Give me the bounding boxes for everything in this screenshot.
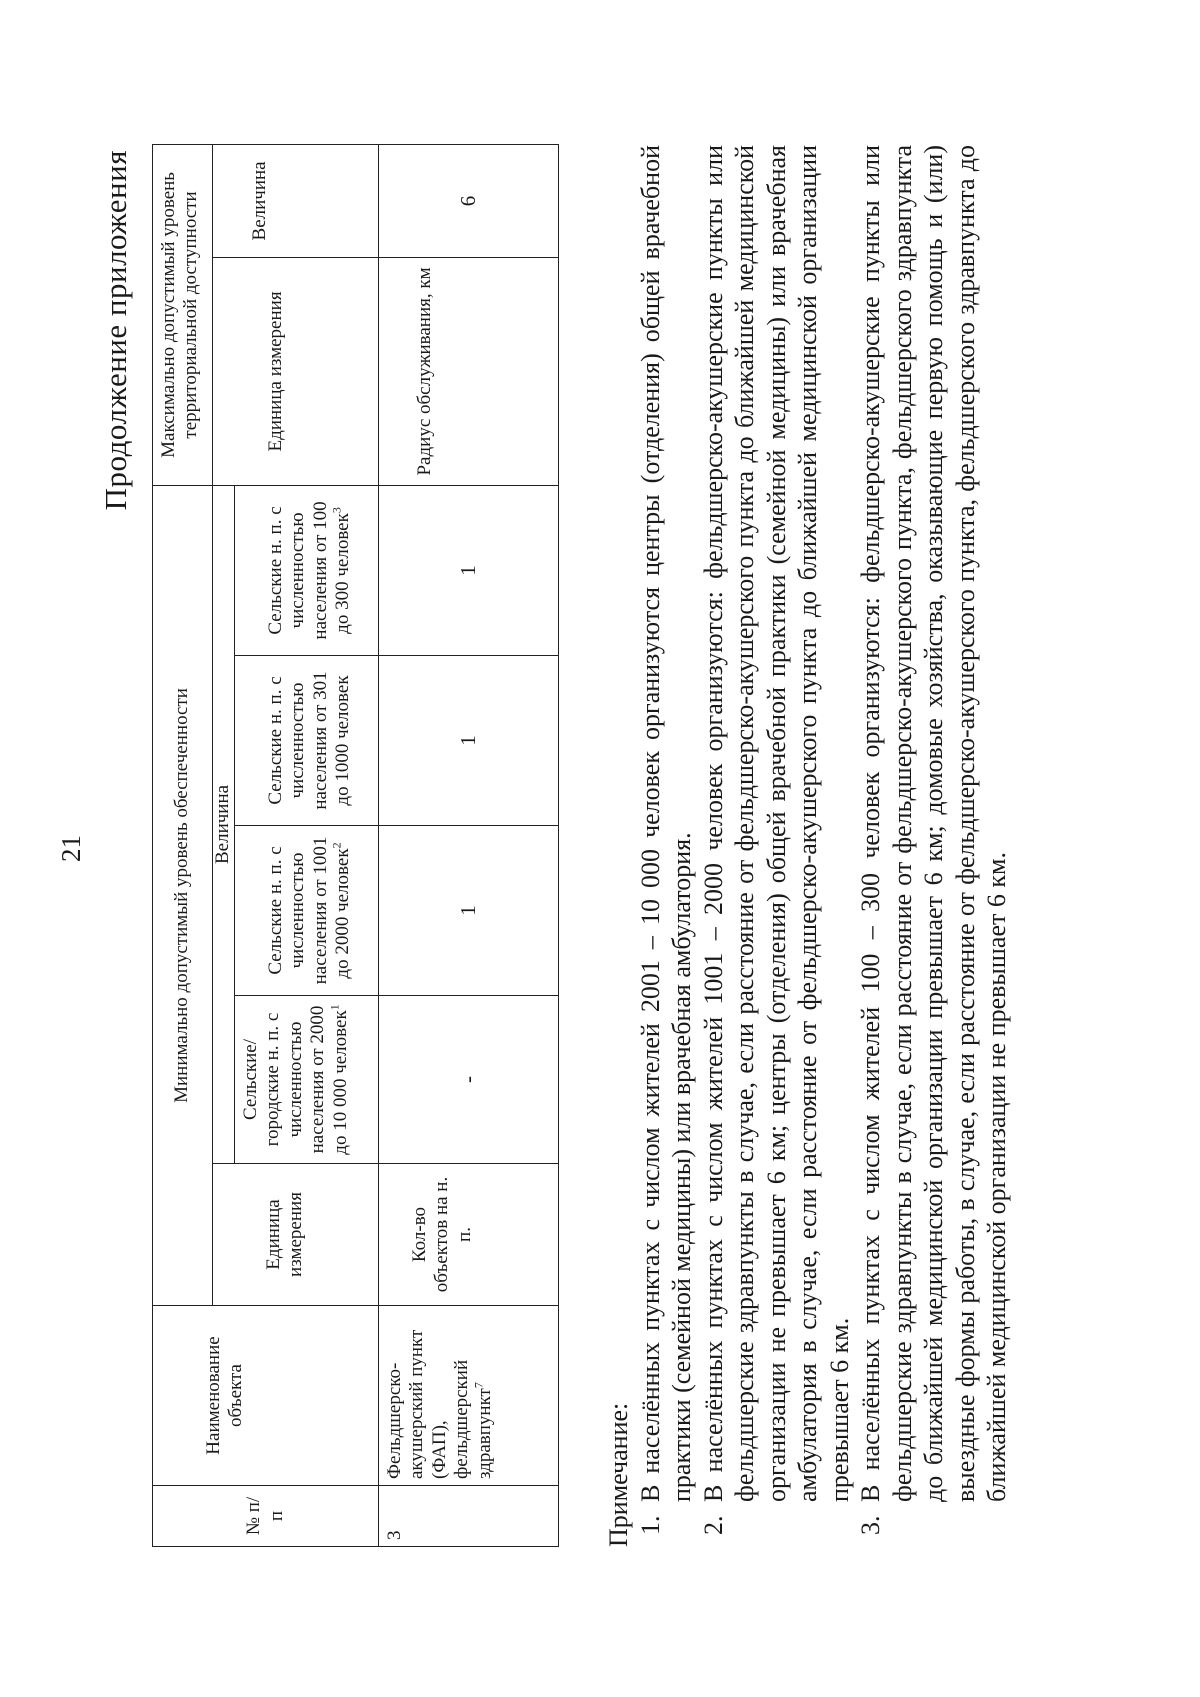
notes-title: Примечание:: [604, 1402, 633, 1547]
header-max-value: Величина: [213, 144, 379, 257]
row-unit: Кол-во объектов на н. п.: [379, 1164, 559, 1306]
note-text: В населённых пунктах с числом жителей 2001 – 10 000 человек организуются центры (отделения) общей врачебной практики (семейной медицины) или врачебная амбулатория.: [635, 145, 696, 1502]
row-value-1: -: [379, 996, 559, 1164]
notes-section: [603, 145, 1013, 1547]
note-number: 2.: [698, 1515, 728, 1535]
header-value: Величина: [213, 485, 235, 1163]
row-max-value: 6: [379, 144, 559, 257]
header-sub-col-1: Сельские/ городские н. п. с численностью населения от 2000 до 10 000 человек$^1$: [235, 996, 379, 1164]
note-number: 1.: [635, 1515, 665, 1535]
page-number: 21: [56, 835, 86, 862]
header-unit: Единица измерения: [213, 1164, 379, 1306]
note-number: 3.: [856, 1515, 885, 1535]
note-text: В населённых пунктах с числом жителей 1001 – 2000 человек организуются: фельдшерско-акушерские пункты или фельдшерские здравпункты в случае, если расстояние от фельдшерско-акушерского пункта до ближайшей медицинской организации не превышает 6 км; центры (отделения) общей врачебной практики (семейной медицины) или врачебная амбулатория в случае, если расстояние от фельдшерско-акушерского пункта до ближайшей медицинской организации превышает 6 км.: [698, 145, 854, 1502]
note-item: [698, 145, 856, 1547]
note-item: [855, 145, 1013, 1547]
header-sub-col-3: Сельские н. п. с численностью населения от 301 до 1000 человек: [235, 656, 379, 826]
header-min-level: Минимально допустимый уровень обеспеченности: [153, 485, 213, 1305]
row-value-4: 1: [379, 485, 559, 655]
header-max-level: Максимально допустимый уровень территориальной доступности: [153, 144, 213, 485]
row-num: 3: [379, 1486, 559, 1547]
header-num: № п/п: [153, 1486, 379, 1547]
header-sub-col-4: Сельские н. п. с численностью населения от 100 до 300 человек$^3$: [235, 485, 379, 655]
header-name: Наименование объекта: [153, 1306, 379, 1486]
note-text: В населённых пунктах с числом жителей 100 – 300 человек организуются: фельдшерско-акушерские пункты или фельдшерские здравпункты в случае, если расстояние от фельдшерско-акушерского пункта, фельдшерского здравпункта до ближайшей медицинской организации превышает 6 км; домовые хозяйства, оказывающие первую помощь и (или) выездные формы работы, в случае, если расстояние от фельдшерско-акушерского пункта, фельдшерского здравпункта до ближайшей медицинской организации не превышает 6 км.: [856, 145, 1011, 1502]
row-name: Фельдшерско-акушерский пункт (ФАП), фельдшерский здравпункт$^7$: [379, 1306, 559, 1486]
row-value-3: 1: [379, 656, 559, 826]
note-item: [635, 145, 698, 1547]
row-max-unit: Радиус обслуживания, км: [379, 257, 559, 485]
row-value-2: 1: [379, 826, 559, 996]
norms-table: [152, 144, 559, 1547]
continuation-title: Продолжение приложения: [98, 150, 133, 511]
header-sub-col-2: Сельские н. п. с численностью населения от 1001 до 2000 человек$^2$: [235, 826, 379, 996]
header-max-unit: Единица измерения: [213, 257, 379, 485]
